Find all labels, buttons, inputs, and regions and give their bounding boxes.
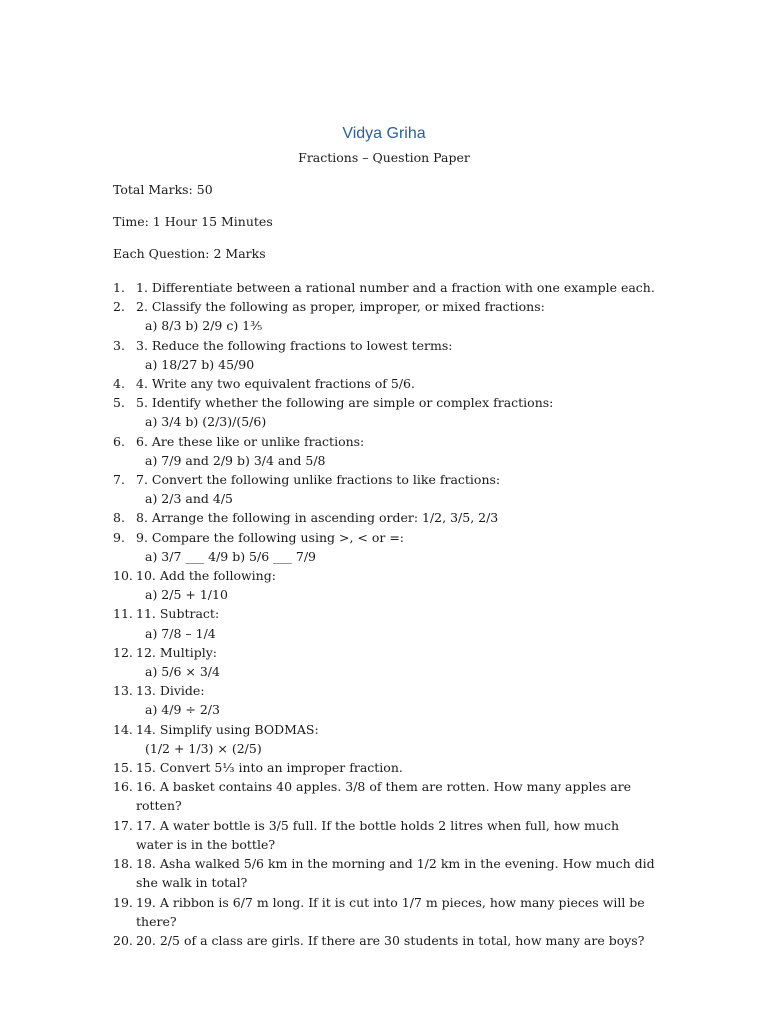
marks-per-question: Each Question: 2 Marks [113,246,266,261]
question-list [113,278,658,950]
question-item [113,893,658,931]
question-text: 17. A water bottle is 3/5 full. If the bottle holds 2 litres when full, how much water is in the bottle? [136,817,620,852]
question-item [113,336,658,374]
question-number: 3. [113,337,125,353]
question-subpart: (1/2 + 1/3) × (2/5) [145,740,262,756]
question-item [113,278,658,297]
question-subpart: a) 5/6 × 3/4 [145,664,220,680]
question-item [113,432,658,470]
question-text: 5. Identify whether the following are simple or complex fractions: [136,395,554,411]
question-text: 8. Arrange the following in ascending order: 1/2, 3/5, 2/3 [136,510,499,526]
document-subtitle: Fractions – Question Paper [298,150,470,165]
question-number: 5. [113,395,125,411]
question-subpart: a) 18/27 b) 45/90 [145,356,255,372]
question-number: 2. [113,299,125,315]
time-allowed: Time: 1 Hour 15 Minutes [113,214,273,229]
question-text: 12. Multiply: [136,644,217,660]
question-number: 9. [113,529,125,545]
question-number: 17. [113,817,133,833]
question-number: 15. [113,760,133,776]
question-number: 14. [113,721,133,737]
question-subpart: a) 7/8 – 1/4 [145,625,216,641]
question-number: 10. [113,568,133,584]
question-text: 2. Classify the following as proper, improper, or mixed fractions: [136,299,545,315]
question-number: 18. [113,856,133,872]
question-item [113,854,658,892]
question-text: 16. A basket contains 40 apples. 3/8 of them are rotten. How many apples are rotten? [136,779,632,814]
question-subpart: a) 7/9 and 2/9 b) 3/4 and 5/8 [145,452,326,468]
question-item [113,643,658,681]
document-title: Vidya Griha [342,125,426,142]
question-item [113,816,658,854]
question-number: 19. [113,894,133,910]
question-item [113,528,658,566]
question-number: 12. [113,644,133,660]
question-item [113,297,658,335]
question-text: 4. Write any two equivalent fractions of 5/6. [136,376,415,392]
question-subpart: a) 2/3 and 4/5 [145,491,233,507]
question-text: 9. Compare the following using >, < or =: [136,529,404,545]
question-subpart: a) 3/4 b) (2/3)/(5/6) [145,414,267,430]
question-number: 16. [113,779,133,795]
question-number: 1. [113,280,125,295]
question-item [113,681,658,719]
question-text: 14. Simplify using BODMAS: [136,721,319,737]
question-text: 13. Divide: [136,683,205,699]
question-item [113,931,658,950]
question-text: 3. Reduce the following fractions to lowest terms: [136,337,453,353]
question-item [113,777,658,815]
question-item [113,604,658,642]
question-subpart: a) 4/9 ÷ 2/3 [145,702,220,718]
question-number: 13. [113,683,133,699]
question-text: 18. Asha walked 5/6 km in the morning and 1/2 km in the evening. How much did she walk in total? [136,856,655,891]
question-item [113,393,658,431]
question-text: 20. 2/5 of a class are girls. If there are 30 students in total, how many are boys? [136,932,645,948]
question-text: 19. A ribbon is 6/7 m long. If it is cut into 1/7 m pieces, how many pieces will be there? [136,894,645,929]
question-number: 11. [113,606,133,622]
question-item [113,374,658,393]
question-text: 11. Subtract: [136,606,220,622]
question-number: 4. [113,376,125,392]
question-text: 1. Differentiate between a rational number and a fraction with one example each. [136,280,655,295]
question-number: 8. [113,510,125,526]
question-number: 7. [113,472,125,488]
question-text: 6. Are these like or unlike fractions: [136,433,365,449]
question-text: 15. Convert 5⅓ into an improper fraction. [136,760,403,776]
question-text: 7. Convert the following unlike fractions to like fractions: [136,472,501,488]
question-number: 6. [113,433,125,449]
question-number: 20. [113,932,133,948]
question-subpart: a) 2/5 + 1/10 [145,587,228,603]
question-item [113,566,658,604]
question-item [113,508,658,527]
question-item [113,470,658,508]
question-subpart: a) 8/3 b) 2/9 c) 1⅗ [145,318,263,334]
question-text: 10. Add the following: [136,568,276,584]
question-item [113,720,658,758]
total-marks: Total Marks: 50 [113,182,213,197]
question-subpart: a) 3/7 ___ 4/9 b) 5/6 ___ 7/9 [145,548,316,564]
question-item [113,758,658,777]
